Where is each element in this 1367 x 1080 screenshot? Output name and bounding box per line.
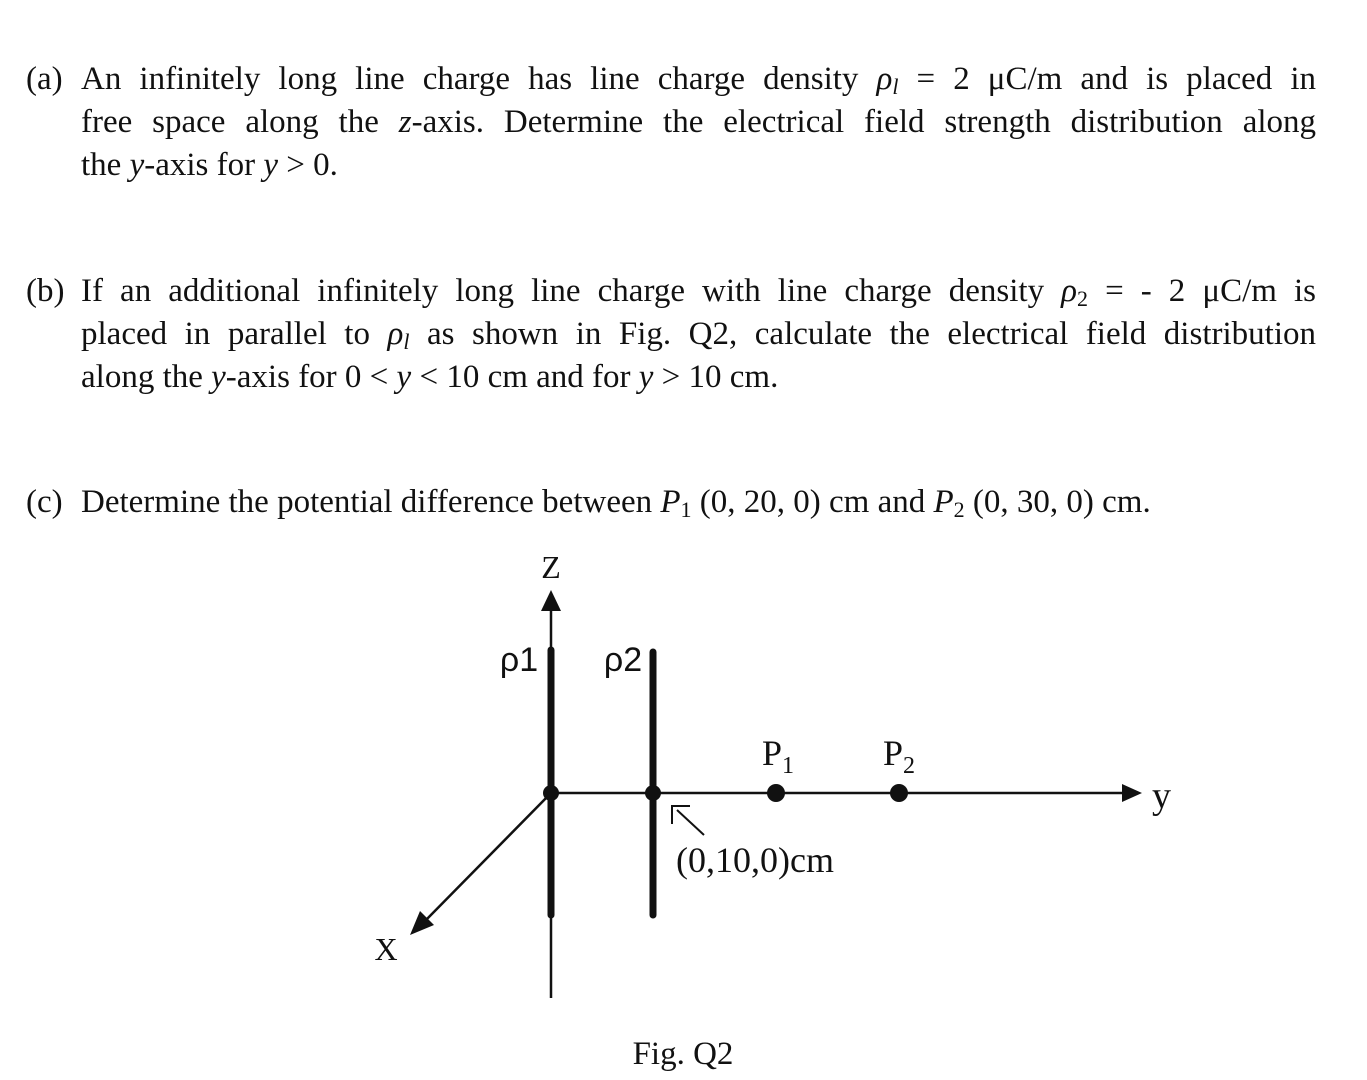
question-b-line-1: If an additional infinitely long line charge with line charge density $\rho_2$ = - 2 μC/m is xyxy=(81,273,1317,311)
origin-point xyxy=(543,785,559,801)
rho-symbol: ρ xyxy=(1061,273,1077,309)
z-axis-arrow-icon xyxy=(541,590,561,611)
pointer-line xyxy=(677,810,704,835)
question-c-line-1: Determine the potential difference between $P_1$ (0, 20, 0) cm and $P_2$ (0, 30, 0) cm. xyxy=(81,484,1151,522)
question-c-label: (c) xyxy=(26,484,63,520)
point-p1 xyxy=(767,784,785,802)
question-a-line-1: An infinitely long line charge has line charge density $\rho_l = 2$ μC/m and is placed in xyxy=(81,61,1316,99)
x-axis-label: X xyxy=(374,931,398,967)
rho-symbol: ρ xyxy=(876,61,893,97)
point-p2 xyxy=(890,784,908,802)
question-b-line-2: placed in parallel to $\rho_l$ as shown in Fig. Q2, calculate the electrical field distribution xyxy=(81,316,1316,354)
y-axis-label: y xyxy=(1152,775,1171,817)
rho2-intersection-point xyxy=(645,785,661,801)
coordinate-label: (0,10,0)cm xyxy=(676,840,834,880)
z-axis-label: Z xyxy=(541,549,561,585)
point-p1-label: $P_1$ xyxy=(762,733,795,779)
question-b-line-3: along the y-axis for 0 < y < 10 cm and for y > 10 cm. xyxy=(81,359,779,395)
question-a-line-2: free space along the z-axis. Determine the electrical field strength distribution along xyxy=(81,104,1317,140)
question-a-label: (a) xyxy=(26,61,63,97)
question-a-line-3: the y-axis for y > 0. xyxy=(81,147,338,183)
figure-caption: Fig. Q2 xyxy=(632,1036,734,1072)
y-axis-arrow-icon xyxy=(1122,784,1142,802)
point-p2-label: $P_2$ xyxy=(883,733,916,779)
rho1-label: ρ1 xyxy=(499,641,539,679)
x-axis xyxy=(425,793,551,921)
question-b-label: (b) xyxy=(26,273,65,309)
rho-symbol: ρ xyxy=(387,316,404,352)
rho2-label: ρ2 xyxy=(603,641,643,679)
